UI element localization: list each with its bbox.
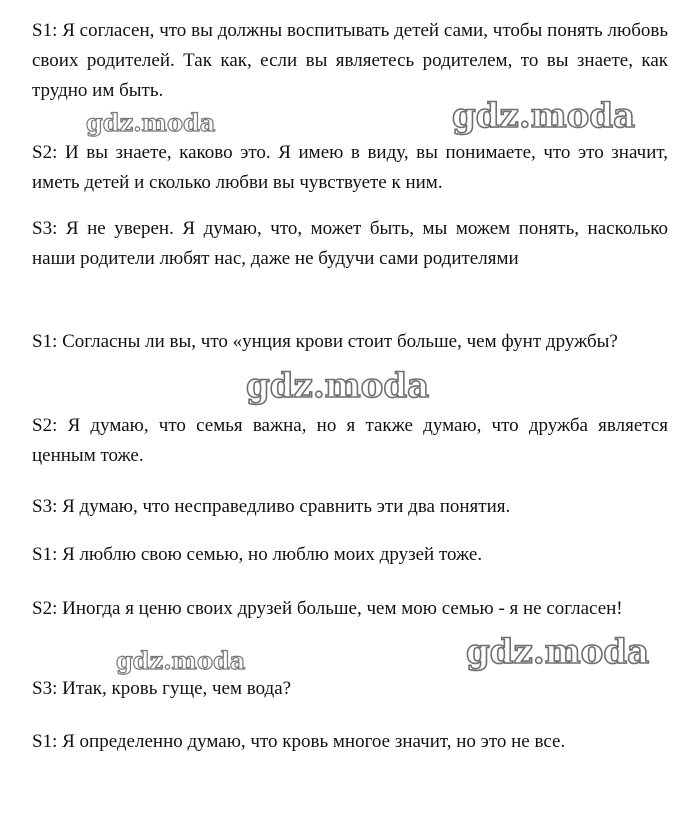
watermark: gdz.moda bbox=[86, 108, 216, 137]
dialogue-line bbox=[32, 411, 668, 471]
dialogue-text: Я не уверен. Я думаю, что, может быть, мы можем понять, насколько наши родители любят нас, даже не будучи сами родителями bbox=[32, 218, 668, 269]
dialogue-line bbox=[32, 138, 668, 198]
dialogue-text: Итак, кровь гуще, чем вода? bbox=[62, 678, 292, 699]
watermark: gdz.moda bbox=[246, 366, 430, 406]
dialogue-line bbox=[32, 594, 668, 624]
speaker-label: S3: bbox=[32, 496, 58, 517]
dialogue-text: Я люблю свою семью, но люблю моих друзей тоже. bbox=[62, 544, 483, 565]
dialogue-text: Я думаю, что семья важна, но я также думаю, что дружба является ценным тоже. bbox=[32, 415, 669, 466]
speaker-label: S1: bbox=[32, 731, 58, 752]
dialogue-line bbox=[32, 327, 668, 357]
document-page bbox=[32, 0, 668, 818]
speaker-label: S1: bbox=[32, 544, 58, 565]
dialogue-line bbox=[32, 214, 668, 274]
speaker-label: S2: bbox=[32, 415, 58, 436]
dialogue-text: И вы знаете, каково это. Я имею в виду, вы понимаете, что это значит, иметь детей и сколько любви вы чувствуете к ним. bbox=[32, 142, 668, 193]
speaker-label: S3: bbox=[32, 678, 58, 699]
dialogue-line bbox=[32, 16, 668, 106]
dialogue-text: Иногда я ценю своих друзей больше, чем мою семью - я не согласен! bbox=[62, 598, 623, 619]
dialogue-text: Я думаю, что несправедливо сравнить эти два понятия. bbox=[62, 496, 511, 517]
speaker-label: S2: bbox=[32, 598, 58, 619]
dialogue-text: Я определенно думаю, что кровь многое значит, но это не все. bbox=[62, 731, 566, 752]
dialogue-line bbox=[32, 492, 668, 522]
speaker-label: S2: bbox=[32, 142, 58, 163]
dialogue-line bbox=[32, 540, 668, 570]
dialogue-text: Согласны ли вы, что «унция крови стоит больше, чем фунт дружбы? bbox=[62, 331, 618, 352]
watermark: gdz.moda bbox=[452, 96, 636, 136]
speaker-label: S1: bbox=[32, 331, 58, 352]
speaker-label: S1: bbox=[32, 20, 58, 41]
watermark: gdz.moda bbox=[116, 646, 246, 675]
dialogue-line bbox=[32, 674, 668, 704]
dialogue-line bbox=[32, 727, 668, 757]
watermark: gdz.moda bbox=[466, 632, 650, 672]
dialogue-text: Я согласен, что вы должны воспитывать детей сами, чтобы понять любовь своих родителей. Так как, если вы являетесь родителем, то вы знаете, как трудно им быть. bbox=[32, 20, 668, 101]
speaker-label: S3: bbox=[32, 218, 58, 239]
